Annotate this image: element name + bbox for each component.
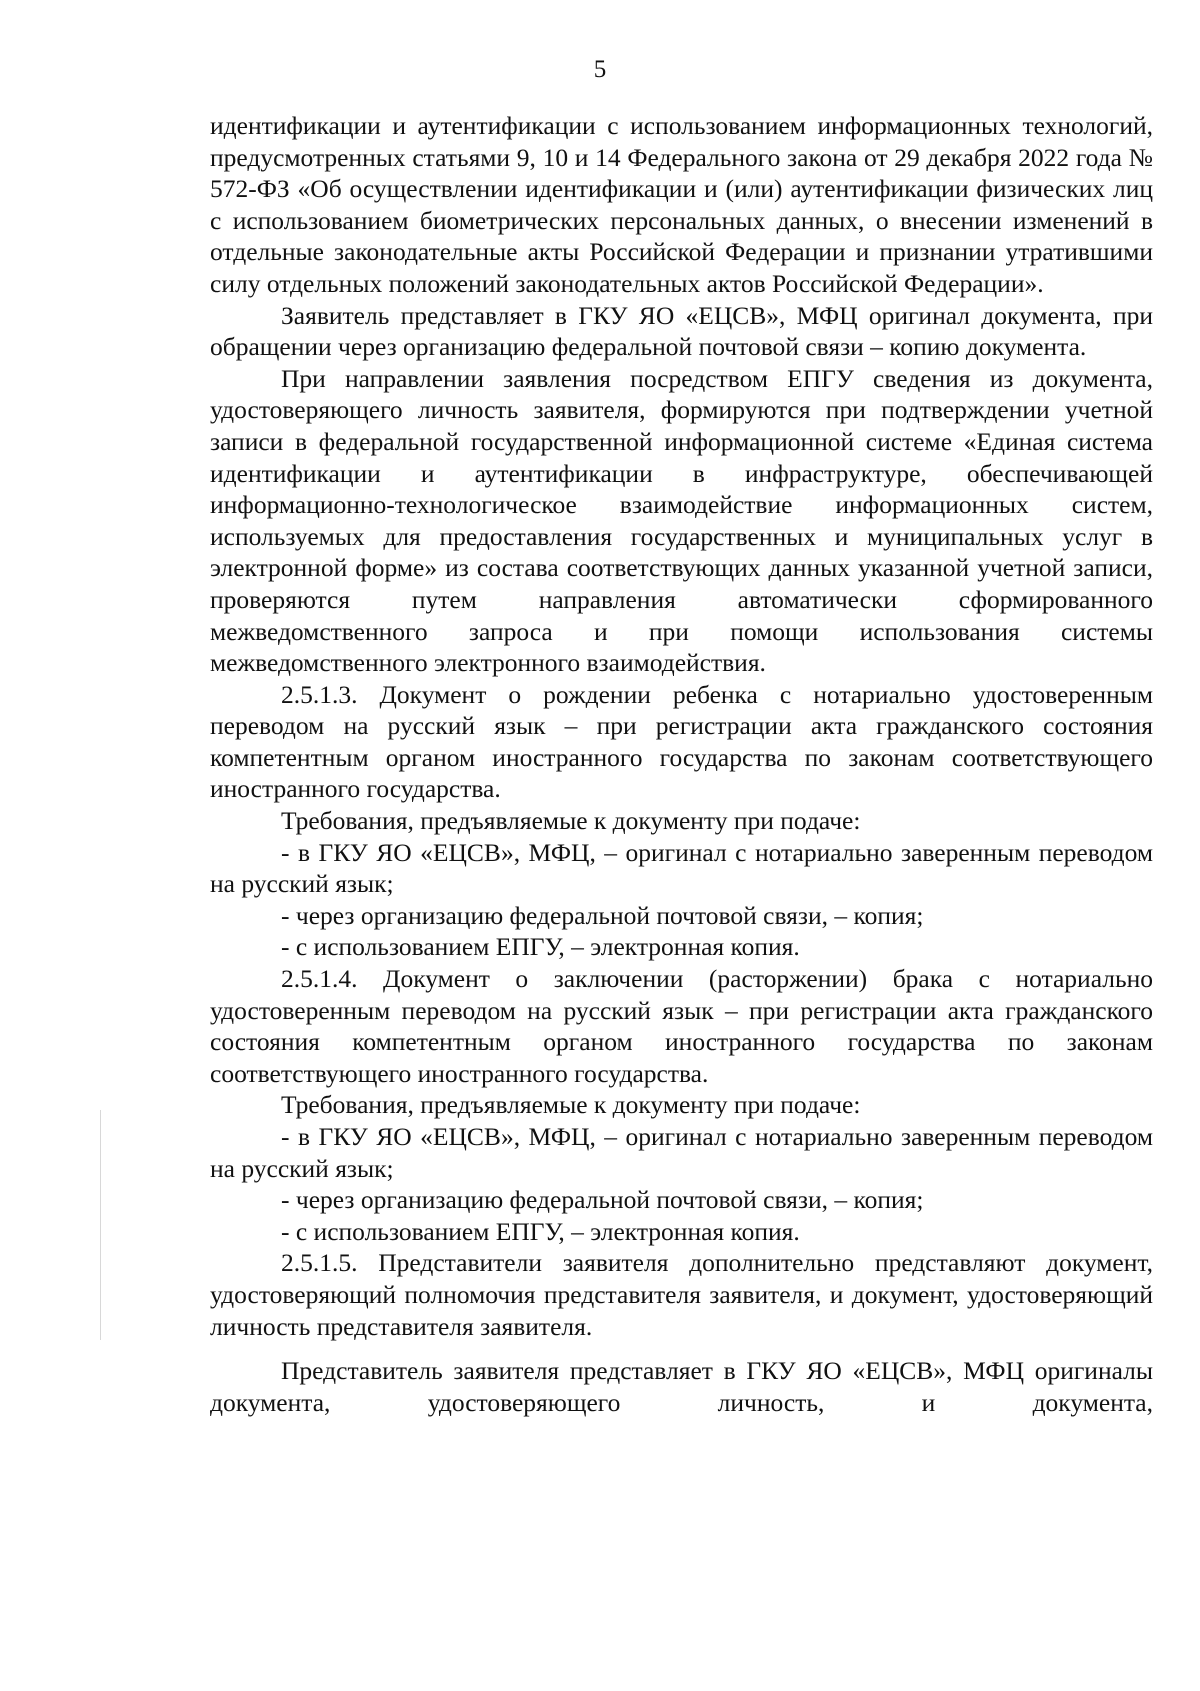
- paragraph-representative-originals: Представитель заявителя представляет в ГКУ ЯО «ЕЦСВ», МФЦ оригиналы документа, удостоверяющего личность, и документа,: [210, 1356, 1153, 1417]
- page-number: 5: [593, 56, 607, 83]
- scan-edge-line: [100, 1110, 101, 1340]
- paragraph-2-5-1-4: 2.5.1.4. Документ о заключении (расторжении) брака с нотариально удостоверенным переводом на русский язык – при регистрации акта гражданского состояния компетентным органом иностранного государства по законам соответствующего иностранного государства.: [210, 964, 1153, 1088]
- paragraph-requirements-heading: Требования, предъявляемые к документу при подаче:: [281, 1090, 861, 1120]
- list-item-epgu-copy: - с использованием ЕПГУ, – электронная копия.: [281, 1216, 800, 1246]
- paragraph-applicant-original: Заявитель представляет в ГКУ ЯО «ЕЦСВ», МФЦ оригинал документа, при обращении через организацию федеральной почтовой связи – копию документа.: [210, 300, 1153, 362]
- list-item-mfc-original: - в ГКУ ЯО «ЕЦСВ», МФЦ, – оригинал с нотариально заверенным переводом на русский язык;: [210, 1122, 1153, 1183]
- paragraph-epgu-identity: При направлении заявления посредством ЕПГУ сведения из документа, удостоверяющего личность заявителя, формируются при подтверждении учетной записи в федеральной государственной информационной системе «Единая система идентификации и аутентификации в инфраструктуре, обеспечивающей информационно-технологическое взаимодействие информационных систем, используемых для предоставления государственных и муниципальных услуг в электронной форме» из состава соответствующих данных указанной учетной записи, проверяются путем направления автоматически сформированного межведомственного запроса и при помощи использования системы межведомственного электронного взаимодействия.: [210, 363, 1153, 678]
- list-item-postal-copy: - через организацию федеральной почтовой связи, – копия;: [281, 1185, 924, 1215]
- paragraph-requirements-heading: Требования, предъявляемые к документу при подаче:: [281, 806, 861, 836]
- paragraph-2-5-1-3: 2.5.1.3. Документ о рождении ребенка с нотариально удостоверенным переводом на русский язык – при регистрации акта гражданского состояния компетентным органом иностранного государства по законам соответствующего иностранного государства.: [210, 679, 1153, 804]
- paragraph-identification-law: идентификации и аутентификации с использованием информационных технологий, предусмотренных статьями 9, 10 и 14 Федерального закона от 29 декабря 2022 года № 572-ФЗ «Об осуществлении идентификации и (или) аутентификации физических лиц с использованием биометрических персональных данных, о внесении изменений в отдельные законодательные акты Российской Федерации и признании утратившими силу отдельных положений законодательных актов Российской Федерации».: [210, 111, 1153, 298]
- paragraph-2-5-1-5: 2.5.1.5. Представители заявителя дополнительно представляют документ, удостоверяющий полномочия представителя заявителя, и документ, удостоверяющий личность представителя заявителя.: [210, 1248, 1153, 1341]
- list-item-postal-copy: - через организацию федеральной почтовой связи, – копия;: [281, 900, 924, 930]
- document-body: [210, 110, 1153, 1418]
- list-item-mfc-original: - в ГКУ ЯО «ЕЦСВ», МФЦ, – оригинал с нотариально заверенным переводом на русский язык;: [210, 837, 1153, 899]
- list-item-epgu-copy: - с использованием ЕПГУ, – электронная копия.: [281, 932, 800, 962]
